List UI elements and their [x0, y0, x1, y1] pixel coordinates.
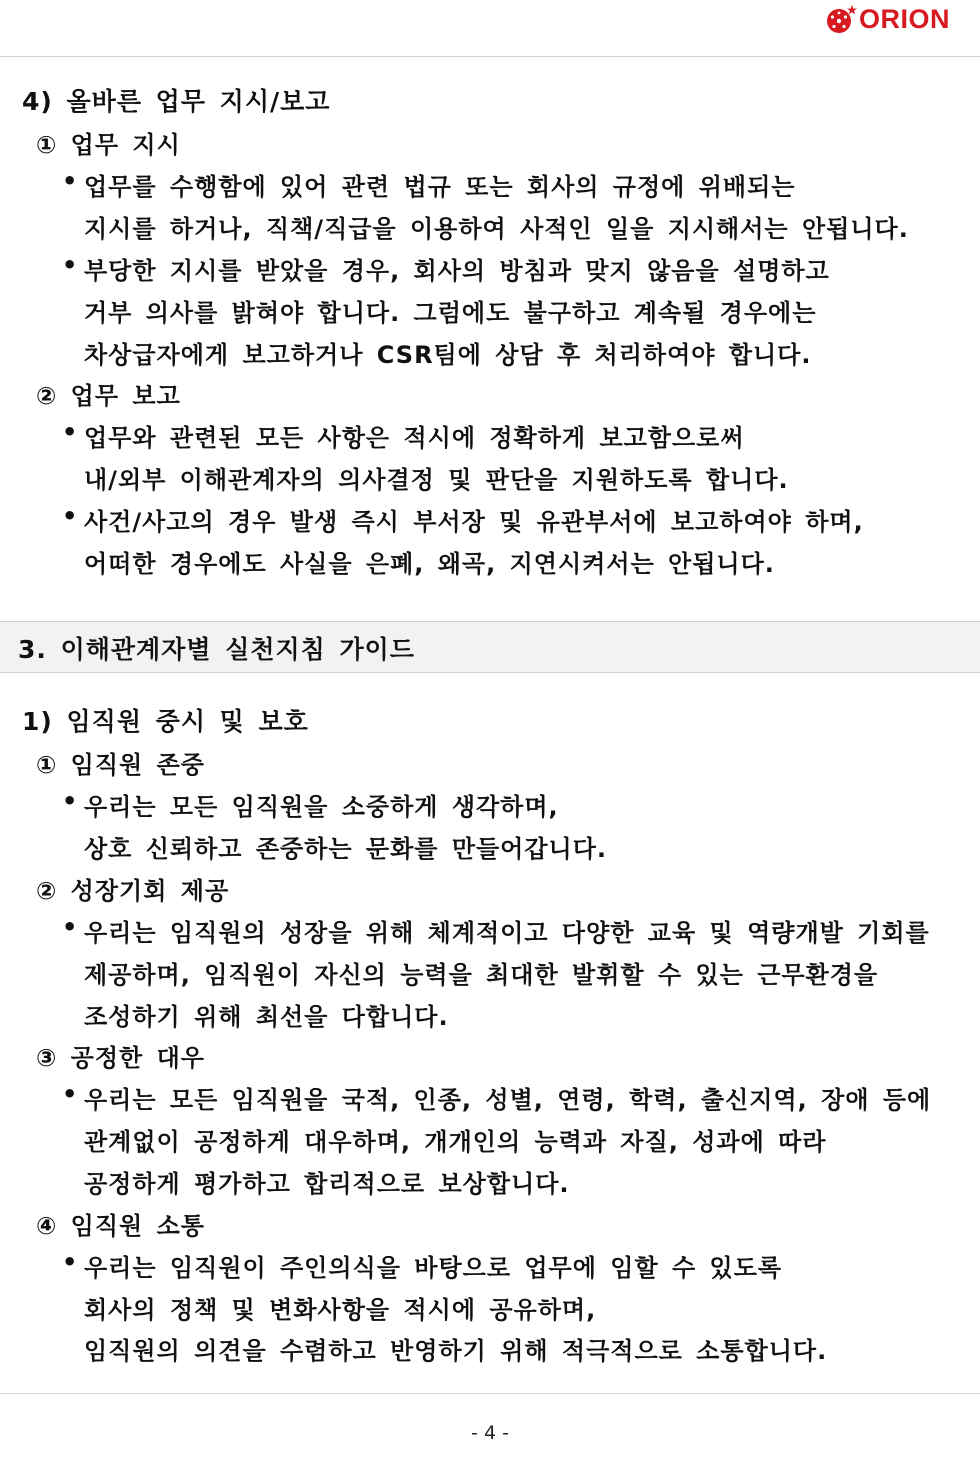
bullet-continuation: 내/외부 이해관계자의 의사결정 및 판단을 지원하도록 합니다. — [84, 466, 789, 494]
subsection-title: ② 업무 보고 — [36, 382, 181, 410]
bullet-continuation: 거부 의사를 밝혀야 합니다. 그럼에도 불구하고 계속될 경우에는 — [84, 299, 817, 327]
subsection-title: ② 성장기회 제공 — [36, 877, 230, 905]
bullet-continuation: 공정하게 평가하고 합리적으로 보상합니다. — [84, 1170, 570, 1198]
bullet-continuation: 차상급자에게 보고하거나 CSR팀에 상담 후 처리하여야 합니다. — [84, 341, 812, 369]
bullet-continuation: 지시를 하거나, 직책/직급을 이용하여 사적인 일을 지시해서는 안됩니다. — [84, 215, 909, 243]
section-heading: 4) 올바른 업무 지시/보고 — [22, 87, 331, 116]
subsection-title: ① 임직원 존중 — [36, 751, 205, 779]
orion-logo — [824, 2, 950, 36]
bullet-continuation: 조성하기 위해 최선을 다합니다. — [84, 1003, 449, 1031]
bullet-continuation: 회사의 정책 및 변화사항을 적시에 공유하며, — [84, 1296, 597, 1324]
page-number: - 4 - — [471, 1422, 509, 1444]
chapter-title: 3. 이해관계자별 실천지침 가이드 — [18, 635, 415, 664]
bullet-line: • 우리는 임직원이 주인의식을 바탕으로 업무에 임할 수 있도록 — [84, 1248, 782, 1283]
bullet-continuation: 임직원의 의견을 수렴하고 반영하기 위해 적극적으로 소통합니다. — [84, 1337, 828, 1365]
bullet-line: • 업무와 관련된 모든 사항은 적시에 정확하게 보고함으로써 — [84, 418, 745, 453]
bullet-continuation: 상호 신뢰하고 존중하는 문화를 만들어갑니다. — [84, 835, 608, 863]
subsection-title: ④ 임직원 소통 — [36, 1212, 205, 1240]
bullet-continuation: 어떠한 경우에도 사실을 은폐, 왜곡, 지연시켜서는 안됩니다. — [84, 550, 775, 578]
page-header — [0, 0, 980, 57]
bullet-line: • 부당한 지시를 받았을 경우, 회사의 방침과 맞지 않음을 설명하고 — [84, 251, 830, 286]
bullet-line: • 업무를 수행함에 있어 관련 법규 또는 회사의 규정에 위배되는 — [84, 167, 795, 202]
subsection-title: ① 업무 지시 — [36, 131, 181, 159]
subsection-title: ③ 공정한 대우 — [36, 1044, 205, 1072]
chapter-band — [0, 621, 980, 673]
bullet-continuation: 관계없이 공정하게 대우하며, 개개인의 능력과 자질, 성과에 따라 — [84, 1128, 827, 1156]
bullet-continuation: 제공하며, 임직원이 자신의 능력을 최대한 발휘할 수 있는 근무환경을 — [84, 961, 879, 989]
logo-wordmark: ORION — [858, 3, 950, 34]
bullet-line: • 우리는 모든 임직원을 국적, 인종, 성별, 연령, 학력, 출신지역, 장애 등에 — [84, 1080, 931, 1115]
section-heading: 1) 임직원 중시 및 보호 — [22, 707, 309, 736]
orion-logo-mark-icon — [824, 3, 858, 35]
bullet-line: • 우리는 모든 임직원을 소중하게 생각하며, — [84, 787, 559, 822]
bullet-line: • 사건/사고의 경우 발생 즉시 부서장 및 유관부서에 보고하여야 하며, — [84, 502, 864, 537]
footer-divider — [0, 1393, 980, 1394]
bullet-line: • 우리는 임직원의 성장을 위해 체계적이고 다양한 교육 및 역량개발 기회를 — [84, 913, 930, 948]
